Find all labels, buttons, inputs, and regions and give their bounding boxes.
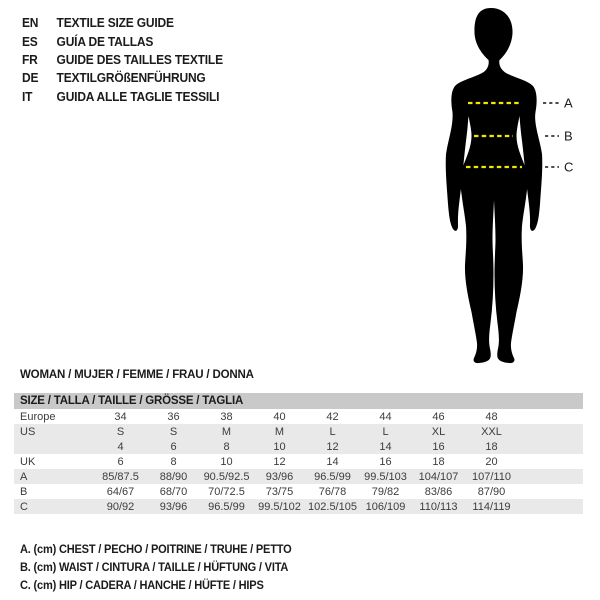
legend-waist: B. (cm) WAIST / CINTURA / TAILLE / HÜFTUNG / VITA xyxy=(20,562,289,574)
row-label: Europe xyxy=(20,410,56,423)
language-code: ES xyxy=(22,34,38,49)
size-value: 88/90 xyxy=(147,469,200,484)
size-value: XXL xyxy=(465,424,518,439)
language-row xyxy=(22,32,223,50)
size-value: 104/107 xyxy=(412,469,465,484)
language-row xyxy=(22,88,223,106)
language-title: GUIDA ALLE TAGLIE TESSILI xyxy=(56,89,220,104)
row-label: A xyxy=(14,469,94,484)
legend-hip: C. (cm) HIP / CADERA / HANCHE / HÜFTE / HIPS xyxy=(20,580,264,592)
size-value: 46 xyxy=(432,410,445,423)
waist-marker-label: B xyxy=(564,128,573,144)
spacer-cell xyxy=(518,484,583,499)
size-value: 8 xyxy=(170,455,177,468)
table-header-row xyxy=(14,393,583,409)
size-value: 10 xyxy=(253,439,306,454)
language-title: TEXTILGRÖßENFÜHRUNG xyxy=(56,71,206,86)
row-label: UK xyxy=(20,455,36,468)
language-code: FR xyxy=(22,52,38,67)
row-label: US xyxy=(14,424,94,439)
table-header: SIZE / TALLA / TAILLE / GRÖSSE / TAGLIA xyxy=(14,393,583,409)
table-row-us-letter xyxy=(14,424,583,439)
language-title: TEXTILE SIZE GUIDE xyxy=(56,16,174,31)
spacer-cell xyxy=(518,424,583,439)
woman-silhouette xyxy=(446,8,543,363)
language-code: EN xyxy=(22,16,39,31)
size-value: 20 xyxy=(485,455,498,468)
chest-marker-label: A xyxy=(564,95,573,111)
language-row xyxy=(22,69,223,87)
size-value: 14 xyxy=(359,439,412,454)
language-code: DE xyxy=(22,71,39,86)
size-value: 106/109 xyxy=(359,499,412,514)
language-title: GUIDE DES TAILLES TEXTILE xyxy=(56,52,223,67)
size-value: 6 xyxy=(117,455,124,468)
size-value: S xyxy=(147,424,200,439)
language-title-list xyxy=(22,14,223,106)
size-value: 14 xyxy=(326,455,339,468)
size-value: XL xyxy=(412,424,465,439)
size-value: 102.5/105 xyxy=(306,499,359,514)
table-row-us-numeric xyxy=(14,439,583,454)
size-table xyxy=(14,393,583,514)
size-value: 99.5/103 xyxy=(359,469,412,484)
row-label: C xyxy=(14,499,94,514)
row-label: B xyxy=(20,485,28,498)
size-value: 107/110 xyxy=(465,469,518,484)
spacer-cell xyxy=(518,454,583,469)
size-value: 10 xyxy=(220,455,233,468)
size-value: 96.5/99 xyxy=(200,499,253,514)
size-value: 79/82 xyxy=(371,485,400,498)
size-value: 90/92 xyxy=(94,499,147,514)
size-value: 76/78 xyxy=(318,485,347,498)
size-value: 73/75 xyxy=(265,485,294,498)
size-value: 87/90 xyxy=(477,485,506,498)
size-value: 34 xyxy=(114,410,127,423)
measurement-legend xyxy=(20,541,292,595)
size-value: 114/119 xyxy=(465,499,518,514)
spacer-cell xyxy=(518,499,583,514)
section-title-woman: WOMAN / MUJER / FEMME / FRAU / DONNA xyxy=(20,367,254,381)
size-value: 18 xyxy=(465,439,518,454)
size-value: 110/113 xyxy=(412,499,465,514)
hip-marker-label: C xyxy=(564,159,574,175)
spacer-cell xyxy=(518,439,583,454)
table-row-europe xyxy=(14,409,583,424)
language-title: GUÍA DE TALLAS xyxy=(56,34,154,49)
legend-chest: A. (cm) CHEST / PECHO / POITRINE / TRUHE / PETTO xyxy=(20,544,292,556)
size-value: 64/67 xyxy=(106,485,135,498)
size-value: 8 xyxy=(200,439,253,454)
size-value: L xyxy=(306,424,359,439)
size-value: 16 xyxy=(412,439,465,454)
size-value: M xyxy=(253,424,306,439)
spacer-cell xyxy=(518,409,583,424)
size-value: 4 xyxy=(94,439,147,454)
size-value: 38 xyxy=(220,410,233,423)
size-value: 96.5/99 xyxy=(306,469,359,484)
size-value: 93/96 xyxy=(147,499,200,514)
size-value: S xyxy=(94,424,147,439)
size-value: 70/72.5 xyxy=(208,485,245,498)
size-value: 40 xyxy=(273,410,286,423)
language-row xyxy=(22,51,223,69)
table-row-waist xyxy=(14,484,583,499)
size-value: 44 xyxy=(379,410,392,423)
size-value: 85/87.5 xyxy=(94,469,147,484)
size-value: 18 xyxy=(432,455,445,468)
table-row-hip xyxy=(14,499,583,514)
size-value: L xyxy=(359,424,412,439)
size-value: 68/70 xyxy=(159,485,188,498)
size-value: 90.5/92.5 xyxy=(200,469,253,484)
spacer-cell xyxy=(518,469,583,484)
table-row-chest xyxy=(14,469,583,484)
woman-silhouette-diagram xyxy=(393,2,593,370)
size-value: 83/86 xyxy=(424,485,453,498)
size-value: 36 xyxy=(167,410,180,423)
size-value: 48 xyxy=(485,410,498,423)
size-value: 6 xyxy=(147,439,200,454)
table-row-uk xyxy=(14,454,583,469)
language-row xyxy=(22,14,223,32)
size-value: 12 xyxy=(273,455,286,468)
size-value: 12 xyxy=(306,439,359,454)
size-value: 16 xyxy=(379,455,392,468)
language-code: IT xyxy=(22,89,33,104)
size-value: 99.5/102 xyxy=(253,499,306,514)
size-value: M xyxy=(200,424,253,439)
row-label xyxy=(14,439,94,454)
size-value: 42 xyxy=(326,410,339,423)
size-value: 93/96 xyxy=(253,469,306,484)
